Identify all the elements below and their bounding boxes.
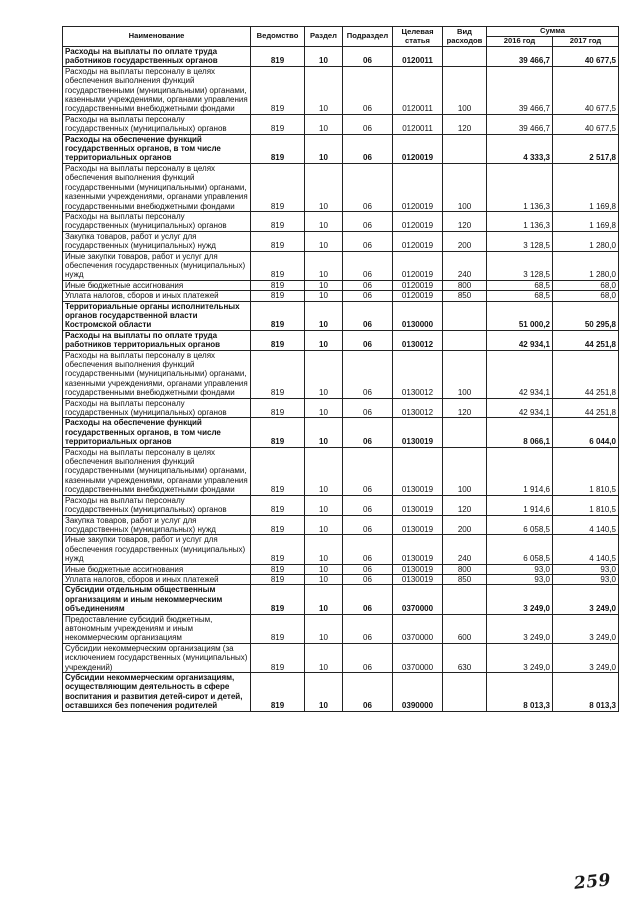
row-dept-cell: 819 [251, 585, 305, 614]
row-exp-type-cell [443, 585, 487, 614]
row-dept-cell: 819 [251, 564, 305, 574]
table-row [63, 495, 619, 515]
row-2016-cell: 93,0 [487, 564, 553, 574]
row-target-cell: 0120019 [393, 134, 443, 163]
row-dept-cell: 819 [251, 66, 305, 114]
row-section-cell: 10 [305, 231, 343, 251]
row-2017-cell: 44 251,8 [553, 398, 619, 418]
row-name-cell: Расходы на выплаты персоналу государственных (муниципальных) органов [63, 495, 251, 515]
row-dept-cell: 819 [251, 211, 305, 231]
row-2017-cell: 1 169,8 [553, 163, 619, 211]
row-target-cell: 0130019 [393, 495, 443, 515]
row-2016-cell: 3 128,5 [487, 251, 553, 280]
row-exp-type-cell: 100 [443, 163, 487, 211]
table-row [63, 447, 619, 495]
row-target-cell: 0130012 [393, 398, 443, 418]
row-name-cell: Расходы на выплаты персоналу государственных (муниципальных) органов [63, 114, 251, 134]
row-subsection-cell: 06 [343, 163, 393, 211]
row-section-cell: 10 [305, 447, 343, 495]
row-section-cell: 10 [305, 301, 343, 330]
row-2016-cell: 39 466,7 [487, 114, 553, 134]
row-name-cell: Уплата налогов, сборов и иных платежей [63, 291, 251, 301]
row-2016-cell: 8 066,1 [487, 418, 553, 447]
row-exp-type-cell: 200 [443, 231, 487, 251]
row-exp-type-cell: 100 [443, 66, 487, 114]
row-name-cell: Иные закупки товаров, работ и услуг для обеспечения государственных (муниципальных) нужд [63, 251, 251, 280]
header-subsection: Подраздел [343, 27, 393, 47]
row-target-cell: 0130019 [393, 418, 443, 447]
row-target-cell: 0120019 [393, 211, 443, 231]
row-section-cell: 10 [305, 574, 343, 584]
row-exp-type-cell: 850 [443, 291, 487, 301]
row-2016-cell: 42 934,1 [487, 330, 553, 350]
table-row [63, 585, 619, 614]
row-2016-cell: 1 136,3 [487, 163, 553, 211]
row-2017-cell: 4 140,5 [553, 535, 619, 564]
row-exp-type-cell: 800 [443, 280, 487, 290]
row-2017-cell: 44 251,8 [553, 350, 619, 398]
table-row [63, 350, 619, 398]
row-2017-cell: 6 044,0 [553, 418, 619, 447]
row-2017-cell: 3 249,0 [553, 643, 619, 672]
header-section: Раздел [305, 27, 343, 47]
table-row [63, 574, 619, 584]
row-dept-cell: 819 [251, 673, 305, 712]
table-row [63, 535, 619, 564]
row-target-cell: 0120019 [393, 280, 443, 290]
row-name-cell: Иные бюджетные ассигнования [63, 280, 251, 290]
row-2016-cell: 51 000,2 [487, 301, 553, 330]
row-2016-cell: 3 249,0 [487, 585, 553, 614]
row-subsection-cell: 06 [343, 211, 393, 231]
row-exp-type-cell: 120 [443, 211, 487, 231]
row-dept-cell: 819 [251, 495, 305, 515]
budget-table [62, 26, 619, 712]
budget-table-sheet [62, 26, 618, 712]
row-dept-cell: 819 [251, 574, 305, 584]
row-target-cell: 0370000 [393, 643, 443, 672]
row-target-cell: 0120019 [393, 291, 443, 301]
row-exp-type-cell: 630 [443, 643, 487, 672]
table-row [63, 291, 619, 301]
row-2016-cell: 1 914,6 [487, 447, 553, 495]
row-dept-cell: 819 [251, 163, 305, 211]
row-dept-cell: 819 [251, 251, 305, 280]
row-name-cell: Расходы на выплаты персоналу в целях обеспечения выполнения функций государственными (муниципальными) органами, казенными учреждениями, органами управления государственными внебюджетными фондами [63, 350, 251, 398]
row-name-cell: Субсидии отдельным общественным организациям и иным некоммерческим объединениям [63, 585, 251, 614]
row-section-cell: 10 [305, 398, 343, 418]
row-2017-cell: 1 169,8 [553, 211, 619, 231]
row-subsection-cell: 06 [343, 495, 393, 515]
row-subsection-cell: 06 [343, 350, 393, 398]
row-name-cell: Субсидии некоммерческим организациям, осуществляющим деятельность в сфере воспитания и развития детей-сирот и детей, оставшихся без попечения родителей [63, 673, 251, 712]
row-exp-type-cell: 240 [443, 251, 487, 280]
row-section-cell: 10 [305, 564, 343, 574]
table-row [63, 280, 619, 290]
row-2016-cell: 42 934,1 [487, 398, 553, 418]
row-name-cell: Расходы на выплаты персоналу государственных (муниципальных) органов [63, 398, 251, 418]
row-section-cell: 10 [305, 114, 343, 134]
row-subsection-cell: 06 [343, 418, 393, 447]
row-dept-cell: 819 [251, 330, 305, 350]
row-2017-cell: 40 677,5 [553, 66, 619, 114]
row-2017-cell: 1 810,5 [553, 447, 619, 495]
table-row [63, 114, 619, 134]
row-2017-cell: 40 677,5 [553, 47, 619, 67]
row-section-cell: 10 [305, 211, 343, 231]
row-exp-type-cell [443, 330, 487, 350]
row-name-cell: Расходы на обеспечение функций государственных органов, в том числе территориальных органов [63, 134, 251, 163]
table-row [63, 643, 619, 672]
row-target-cell: 0130000 [393, 301, 443, 330]
row-section-cell: 10 [305, 614, 343, 643]
row-2016-cell: 8 013,3 [487, 673, 553, 712]
row-2016-cell: 3 128,5 [487, 231, 553, 251]
row-target-cell: 0120019 [393, 231, 443, 251]
row-dept-cell: 819 [251, 231, 305, 251]
row-section-cell: 10 [305, 350, 343, 398]
row-target-cell: 0120011 [393, 47, 443, 67]
table-row [63, 301, 619, 330]
row-name-cell: Расходы на выплаты персоналу в целях обеспечения выполнения функций государственными (муниципальными) органами, казенными учреждениями, органами управления государственными внебюджетными фондами [63, 66, 251, 114]
row-target-cell: 0120011 [393, 114, 443, 134]
table-row [63, 163, 619, 211]
table-row [63, 47, 619, 67]
header-exp-type: Вид расходов [443, 27, 487, 47]
row-subsection-cell: 06 [343, 515, 393, 535]
row-name-cell: Расходы на обеспечение функций государственных органов, в том числе территориальных органов [63, 418, 251, 447]
table-row [63, 673, 619, 712]
row-dept-cell: 819 [251, 350, 305, 398]
row-subsection-cell: 06 [343, 643, 393, 672]
row-target-cell: 0130019 [393, 515, 443, 535]
row-name-cell: Территориальные органы исполнительных органов государственной власти Костромской области [63, 301, 251, 330]
row-subsection-cell: 06 [343, 280, 393, 290]
row-section-cell: 10 [305, 291, 343, 301]
row-subsection-cell: 06 [343, 330, 393, 350]
row-exp-type-cell [443, 418, 487, 447]
row-name-cell: Иные закупки товаров, работ и услуг для обеспечения государственных (муниципальных) нужд [63, 535, 251, 564]
header-target: Целевая статья [393, 27, 443, 47]
row-exp-type-cell: 120 [443, 114, 487, 134]
row-dept-cell: 819 [251, 447, 305, 495]
row-2016-cell: 6 058,5 [487, 515, 553, 535]
row-subsection-cell: 06 [343, 398, 393, 418]
row-2016-cell: 1 136,3 [487, 211, 553, 231]
row-dept-cell: 819 [251, 515, 305, 535]
row-2016-cell: 4 333,3 [487, 134, 553, 163]
row-exp-type-cell: 100 [443, 350, 487, 398]
row-exp-type-cell [443, 47, 487, 67]
row-exp-type-cell: 200 [443, 515, 487, 535]
header-sum: Сумма [487, 27, 619, 37]
row-section-cell: 10 [305, 535, 343, 564]
row-2017-cell: 93,0 [553, 564, 619, 574]
header-2017: 2017 год [553, 37, 619, 47]
row-dept-cell: 819 [251, 134, 305, 163]
row-2017-cell: 40 677,5 [553, 114, 619, 134]
row-subsection-cell: 06 [343, 564, 393, 574]
row-target-cell: 0130019 [393, 574, 443, 584]
row-2016-cell: 39 466,7 [487, 47, 553, 67]
row-target-cell: 0130019 [393, 564, 443, 574]
header-2016: 2016 год [487, 37, 553, 47]
row-exp-type-cell: 600 [443, 614, 487, 643]
row-2016-cell: 93,0 [487, 574, 553, 584]
row-name-cell: Иные бюджетные ассигнования [63, 564, 251, 574]
row-2017-cell: 3 249,0 [553, 614, 619, 643]
row-2016-cell: 68,5 [487, 291, 553, 301]
row-dept-cell: 819 [251, 301, 305, 330]
row-dept-cell: 819 [251, 280, 305, 290]
row-exp-type-cell [443, 673, 487, 712]
row-subsection-cell: 06 [343, 447, 393, 495]
row-exp-type-cell [443, 134, 487, 163]
header-name: Наименование [63, 27, 251, 47]
row-exp-type-cell: 120 [443, 495, 487, 515]
table-row [63, 330, 619, 350]
row-exp-type-cell: 100 [443, 447, 487, 495]
row-2017-cell: 1 280,0 [553, 251, 619, 280]
row-dept-cell: 819 [251, 114, 305, 134]
row-name-cell: Расходы на выплаты персоналу в целях обеспечения выполнения функций государственными (муниципальными) органами, казенными учреждениями, органами управления государственными внебюджетными фондами [63, 163, 251, 211]
row-2017-cell: 8 013,3 [553, 673, 619, 712]
row-target-cell: 0130019 [393, 447, 443, 495]
table-row [63, 398, 619, 418]
row-name-cell: Уплата налогов, сборов и иных платежей [63, 574, 251, 584]
row-exp-type-cell: 850 [443, 574, 487, 584]
table-row [63, 211, 619, 231]
row-name-cell: Закупка товаров, работ и услуг для государственных (муниципальных) нужд [63, 515, 251, 535]
row-exp-type-cell [443, 301, 487, 330]
row-name-cell: Расходы на выплаты по оплате труда работников территориальных органов [63, 330, 251, 350]
row-2016-cell: 68,5 [487, 280, 553, 290]
row-2017-cell: 1 810,5 [553, 495, 619, 515]
row-name-cell: Расходы на выплаты персоналу государственных (муниципальных) органов [63, 211, 251, 231]
row-section-cell: 10 [305, 643, 343, 672]
row-target-cell: 0130012 [393, 350, 443, 398]
row-dept-cell: 819 [251, 47, 305, 67]
row-2017-cell: 68,0 [553, 280, 619, 290]
row-subsection-cell: 06 [343, 614, 393, 643]
row-exp-type-cell: 800 [443, 564, 487, 574]
table-row [63, 418, 619, 447]
row-section-cell: 10 [305, 66, 343, 114]
row-section-cell: 10 [305, 134, 343, 163]
row-target-cell: 0120019 [393, 251, 443, 280]
row-section-cell: 10 [305, 330, 343, 350]
row-2016-cell: 42 934,1 [487, 350, 553, 398]
row-2017-cell: 68,0 [553, 291, 619, 301]
table-row [63, 251, 619, 280]
row-2017-cell: 2 517,8 [553, 134, 619, 163]
row-name-cell: Предоставление субсидий бюджетным, автономным учреждениям и иным некоммерческим организациям [63, 614, 251, 643]
row-section-cell: 10 [305, 585, 343, 614]
row-2016-cell: 39 466,7 [487, 66, 553, 114]
row-exp-type-cell: 240 [443, 535, 487, 564]
row-2017-cell: 4 140,5 [553, 515, 619, 535]
row-section-cell: 10 [305, 280, 343, 290]
row-section-cell: 10 [305, 495, 343, 515]
table-row [63, 564, 619, 574]
row-dept-cell: 819 [251, 535, 305, 564]
row-dept-cell: 819 [251, 291, 305, 301]
row-dept-cell: 819 [251, 614, 305, 643]
row-subsection-cell: 06 [343, 134, 393, 163]
handwritten-page-number: 259 [573, 870, 612, 894]
table-row [63, 66, 619, 114]
row-2017-cell: 1 280,0 [553, 231, 619, 251]
row-section-cell: 10 [305, 47, 343, 67]
row-dept-cell: 819 [251, 418, 305, 447]
row-section-cell: 10 [305, 251, 343, 280]
row-exp-type-cell: 120 [443, 398, 487, 418]
row-subsection-cell: 06 [343, 585, 393, 614]
row-target-cell: 0370000 [393, 585, 443, 614]
row-2016-cell: 3 249,0 [487, 614, 553, 643]
header-dept: Ведомство [251, 27, 305, 47]
row-target-cell: 0120019 [393, 163, 443, 211]
row-section-cell: 10 [305, 418, 343, 447]
row-target-cell: 0390000 [393, 673, 443, 712]
row-name-cell: Закупка товаров, работ и услуг для государственных (муниципальных) нужд [63, 231, 251, 251]
row-section-cell: 10 [305, 673, 343, 712]
table-body [63, 47, 619, 712]
row-2017-cell: 93,0 [553, 574, 619, 584]
row-section-cell: 10 [305, 163, 343, 211]
row-subsection-cell: 06 [343, 673, 393, 712]
row-subsection-cell: 06 [343, 47, 393, 67]
row-section-cell: 10 [305, 515, 343, 535]
row-subsection-cell: 06 [343, 291, 393, 301]
row-subsection-cell: 06 [343, 535, 393, 564]
row-dept-cell: 819 [251, 398, 305, 418]
table-row [63, 515, 619, 535]
row-target-cell: 0120011 [393, 66, 443, 114]
row-name-cell: Расходы на выплаты персоналу в целях обеспечения выполнения функций государственными (муниципальными) органами, казенными учреждениями, органами управления государственными внебюджетными фондами [63, 447, 251, 495]
row-2017-cell: 3 249,0 [553, 585, 619, 614]
row-subsection-cell: 06 [343, 301, 393, 330]
row-subsection-cell: 06 [343, 231, 393, 251]
row-2017-cell: 50 295,8 [553, 301, 619, 330]
row-subsection-cell: 06 [343, 66, 393, 114]
row-subsection-cell: 06 [343, 251, 393, 280]
row-2017-cell: 44 251,8 [553, 330, 619, 350]
table-row [63, 134, 619, 163]
row-2016-cell: 1 914,6 [487, 495, 553, 515]
row-dept-cell: 819 [251, 643, 305, 672]
table-row [63, 231, 619, 251]
row-subsection-cell: 06 [343, 114, 393, 134]
row-target-cell: 0370000 [393, 614, 443, 643]
row-name-cell: Расходы на выплаты по оплате труда работников государственных органов [63, 47, 251, 67]
row-name-cell: Субсидии некоммерческим организациям (за исключением государственных (муниципальных) учреждений) [63, 643, 251, 672]
row-2016-cell: 6 058,5 [487, 535, 553, 564]
row-2016-cell: 3 249,0 [487, 643, 553, 672]
row-subsection-cell: 06 [343, 574, 393, 584]
row-target-cell: 0130012 [393, 330, 443, 350]
row-target-cell: 0130019 [393, 535, 443, 564]
table-row [63, 614, 619, 643]
